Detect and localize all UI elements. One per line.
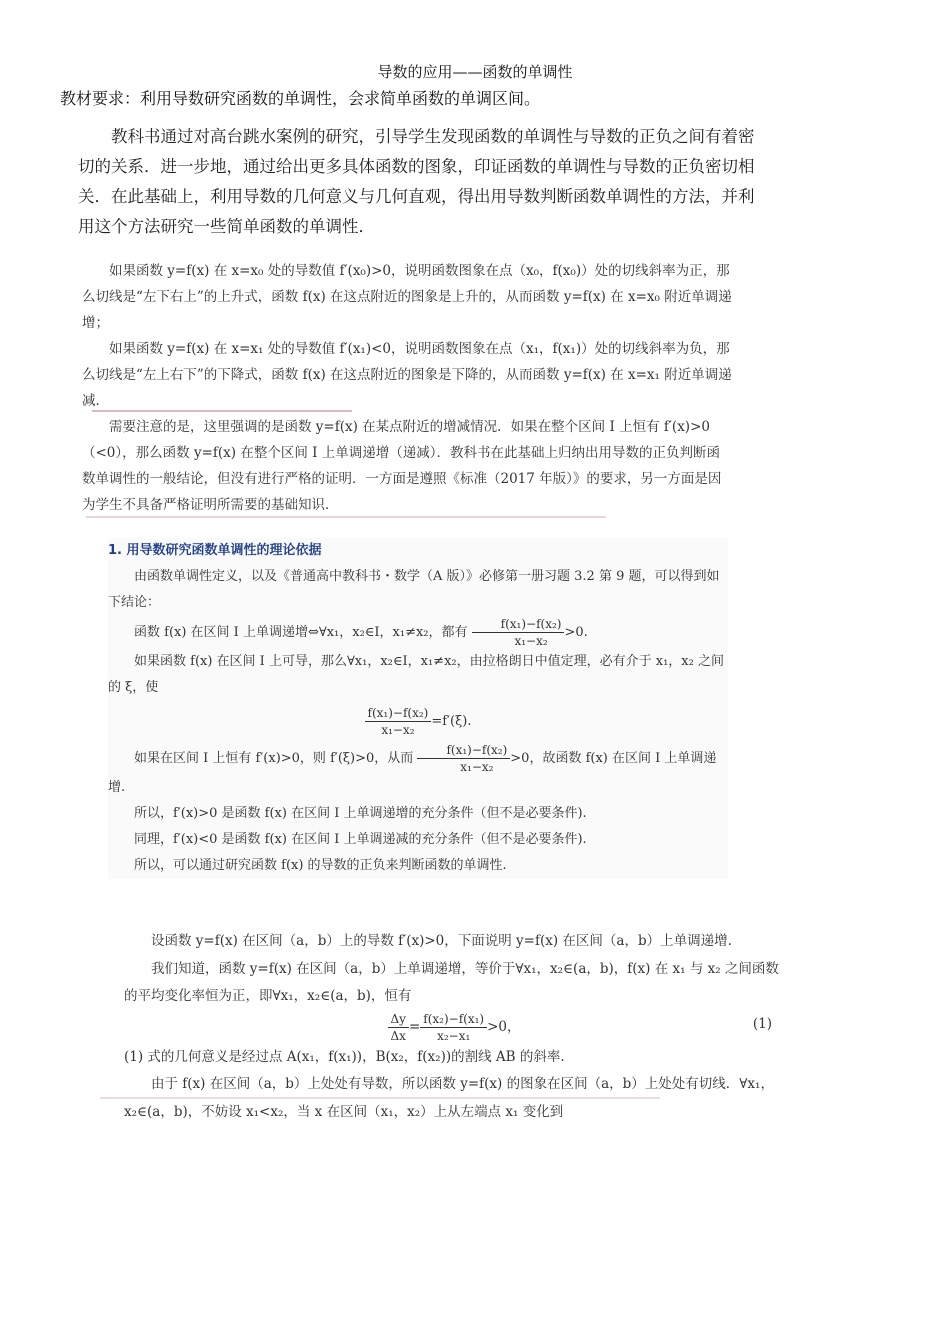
fraction-denominator: x₂−x₁ — [437, 1028, 471, 1043]
equals-sign: = — [408, 1018, 421, 1035]
fraction — [472, 616, 565, 649]
sufficient-condition-decreasing: 同理，f′(x)<0 是函数 f(x) 在区间 I 上单调递减的充分条件（但不是必要条件). — [134, 832, 587, 847]
conclusion-lead: 如果在区间 I 上恒有 f′(x)>0，则 f′(ξ)>0，从而 — [134, 751, 414, 766]
summary-sentence: 所以，可以通过研究函数 f(x) 的导数的正负来判断函数的单调性. — [134, 858, 507, 873]
fraction — [388, 1011, 409, 1044]
fraction-denominator: x₁−x₂ — [460, 760, 494, 774]
fraction — [365, 705, 432, 738]
fraction-numerator: f(x₁)−f(x₂) — [472, 616, 565, 633]
textbook-requirement: 教材要求：利用导数研究函数的单调性，会求简单函数的单调区间。 — [60, 89, 541, 108]
section-heading: 1. 用导数研究函数单调性的理论依据 — [108, 543, 322, 558]
scan-excerpt-1 — [78, 122, 768, 242]
excerpt-paragraph-lagrange: 如果函数 f(x) 在区间 I 上可导，那么∀x₁，x₂∈I，x₁≠x₂，由拉格朗日中值定理，必有介于 x₁，x₂ 之间的 ξ，使 — [108, 654, 724, 695]
fraction-numerator: f(x₁)−f(x₂) — [417, 742, 510, 759]
excerpt-paragraph-positive: 如果函数 y=f(x) 在 x=x₀ 处的导数值 f′(x₀)>0，说明函数图象在点（x₀，f(x₀)）处的切线斜率为正，那么切线是“左下右上”的上升式，函数 f(x) 在这点附近的图象是上升的，从而函数 y=f(x) 在 x=x₀ 附近单调递增； — [82, 263, 732, 331]
equation-number: (1) — [752, 1015, 772, 1032]
definition-text: 函数 f(x) 在区间 I 上单调递增⇔∀x₁，x₂∈I，x₁≠x₂，都有 — [134, 625, 468, 640]
excerpt-paragraph: 我们知道，函数 y=f(x) 在区间（a，b）上单调递增，等价于∀x₁，x₂∈(a，b)，f(x) 在 x₁ 与 x₂ 之间函数的平均变化率恒为正，即∀x₁，x₂∈(a，b)，恒有 — [124, 960, 779, 1004]
definition-tail: >0. — [564, 625, 588, 640]
excerpt-paragraph-conclusion — [108, 742, 728, 801]
excerpt-paragraph: 由于 f(x) 在区间（a，b）上处处有导数，所以函数 y=f(x) 的图象在区间（a，b）上处处有切线．∀x₁，x₂∈(a，b)，不妨设 x₁<x₂，当 x 在区间（x₁，x₂）上从左端点 x₁ 变化到 — [124, 1076, 774, 1120]
geometric-meaning: (1) 式的几何意义是经过点 A(x₁，f(x₁))，B(x₂，f(x₂))的割线 AB 的斜率. — [124, 1048, 565, 1065]
scan-mark — [100, 1097, 660, 1099]
document-title: 导数的应用——函数的单调性 — [377, 63, 573, 81]
fraction-numerator: f(x₂)−f(x₁) — [420, 1011, 487, 1028]
fraction — [417, 742, 510, 775]
equation-1 — [124, 1011, 784, 1044]
excerpt-paragraph: 由函数单调性定义，以及《普通高中教科书・数学（A 版）》必修第一册习题 3.2 第 9 题，可以得到如下结论： — [108, 569, 720, 610]
sufficient-condition-increasing: 所以，f′(x)>0 是函数 f(x) 在区间 I 上单调递增的充分条件（但不是必要条件). — [134, 806, 587, 821]
fraction-numerator: Δy — [388, 1011, 409, 1028]
equation-tail: >0， — [487, 1018, 521, 1035]
fraction — [420, 1011, 487, 1044]
fraction-denominator: Δx — [390, 1028, 406, 1043]
excerpt-paragraph: 教科书通过对高台跳水案例的研究，引导学生发现函数的单调性与导数的正负之间有着密切的关系．进一步地，通过给出更多具体函数的图象，印证函数的单调性与导数的正负密切相关．在此基础上，利用导数的几何意义与几何直观，得出用导数判断函数单调性的方法，并利用这个方法研究一些简单函数的单调性． — [78, 127, 755, 236]
fraction-denominator: x₁−x₂ — [381, 723, 415, 737]
fraction-denominator: x₁−x₂ — [514, 634, 548, 648]
conclusion-tail: >0，故函数 f(x) 在区间 I 上单调递增. — [108, 751, 717, 795]
scan-excerpt-3 — [108, 538, 728, 879]
mean-value-formula — [108, 705, 728, 738]
monotonic-definition — [108, 616, 728, 649]
scan-mark — [92, 410, 352, 412]
excerpt-paragraph-note: 需要注意的是，这里强调的是函数 y=f(x) 在某点附近的增减情况．如果在整个区间 I 上恒有 f′(x)>0（<0），那么函数 y=f(x) 在整个区间 I 上单调递增（递减）．教科书在此基础上归纳出用导数的正负判断函数单调性的一般结论，但没有进行严格的证明．一方面是遵照《标准（2017 年版）》的要求，另一方面是因为学生不具备严格证明所需要的基础知识． — [82, 419, 722, 513]
excerpt-paragraph: 设函数 y=f(x) 在区间（a，b）上的导数 f′(x)>0，下面说明 y=f(x) 在区间（a，b）上单调递增. — [151, 933, 732, 949]
scan-mark — [86, 516, 606, 518]
formula-tail: =f′(ξ). — [431, 714, 472, 729]
scan-excerpt-2 — [82, 258, 732, 518]
fraction-numerator: f(x₁)−f(x₂) — [365, 705, 432, 722]
excerpt-paragraph-negative: 如果函数 y=f(x) 在 x=x₁ 处的导数值 f′(x₁)<0，说明函数图象在点（x₁，f(x₁)）处的切线斜率为负，那么切线是“左上右下”的下降式，函数 f(x) 在这点附近的图象是下降的，从而函数 y=f(x) 在 x=x₁ 附近单调递减． — [82, 341, 732, 409]
